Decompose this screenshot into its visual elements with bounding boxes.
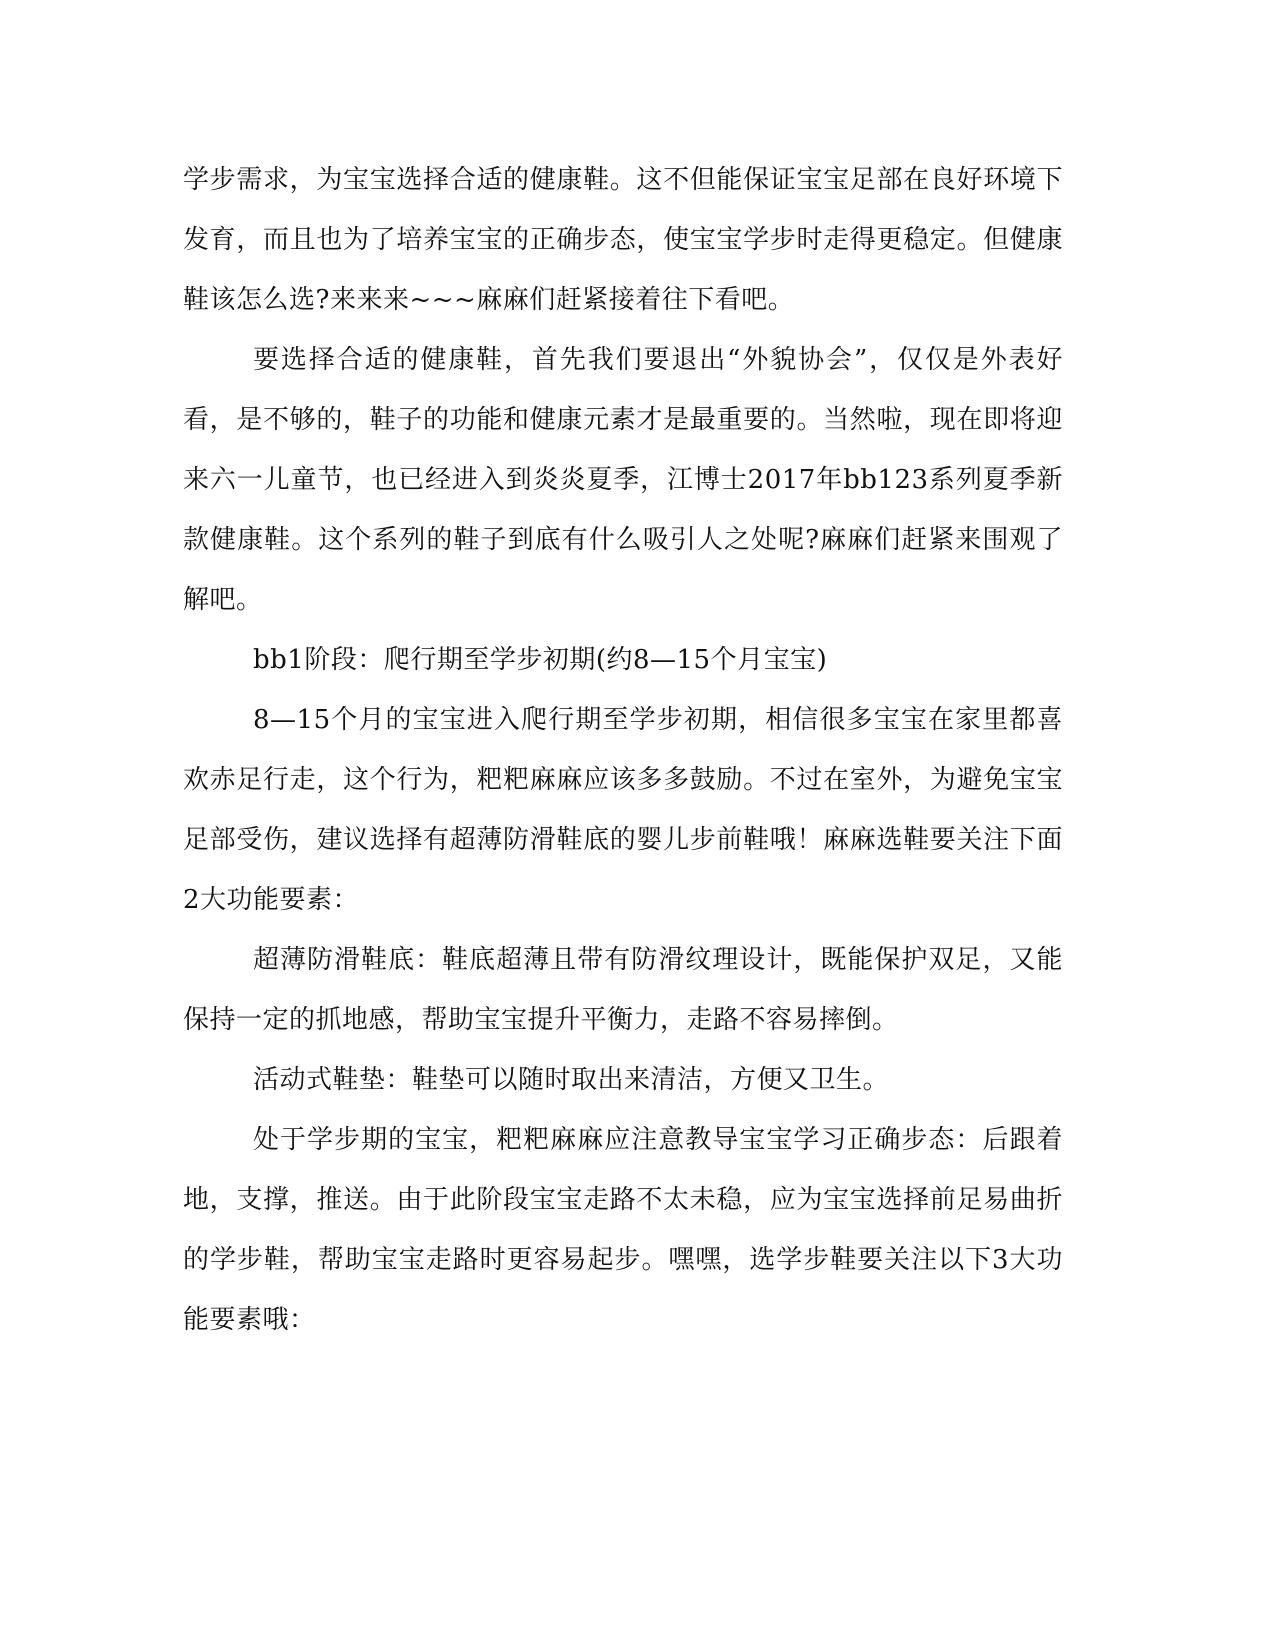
paragraph-7: 处于学步期的宝宝，粑粑麻麻应注意教导宝宝学习正确步态：后跟着地，支撑，推送。由于此阶段宝宝走路不太未稳，应为宝宝选择前足易曲折的学步鞋，帮助宝宝走路时更容易起步。嘿嘿，选学步鞋要关注以下3大功能要素哦： (183, 1125, 1063, 1335)
paragraph-5: 超薄防滑鞋底：鞋底超薄且带有防滑纹理设计，既能保护双足，又能保持一定的抓地感，帮助宝宝提升平衡力，走路不容易摔倒。 (183, 945, 1063, 1035)
paragraph-3-stage-heading: bb1阶段：爬行期至学步初期(约8—15个月宝宝) (253, 645, 828, 675)
paragraph-1: 学步需求，为宝宝选择合适的健康鞋。这不但能保证宝宝足部在良好环境下发育，而且也为了培养宝宝的正确步态，使宝宝学步时走得更稳定。但健康鞋该怎么选?来来来~~~麻麻们赶紧接着往下看吧。 (183, 165, 1063, 315)
paragraph-4: 8—15个月的宝宝进入爬行期至学步初期，相信很多宝宝在家里都喜欢赤足行走，这个行为，粑粑麻麻应该多多鼓励。不过在室外，为避免宝宝足部受伤，建议选择有超薄防滑鞋底的婴儿步前鞋哦！麻麻选鞋要关注下面2大功能要素： (183, 705, 1063, 915)
paragraph-2: 要选择合适的健康鞋，首先我们要退出“外貌协会”，仅仅是外表好看，是不够的，鞋子的功能和健康元素才是最重要的。当然啦，现在即将迎来六一儿童节，也已经进入到炎炎夏季，江博士2017年bb123系列夏季新款健康鞋。这个系列的鞋子到底有什么吸引人之处呢?麻麻们赶紧来围观了解吧。 (183, 345, 1063, 615)
paragraph-6: 活动式鞋垫：鞋垫可以随时取出来清洁，方便又卫生。 (253, 1065, 890, 1095)
document-body (183, 150, 1063, 1350)
